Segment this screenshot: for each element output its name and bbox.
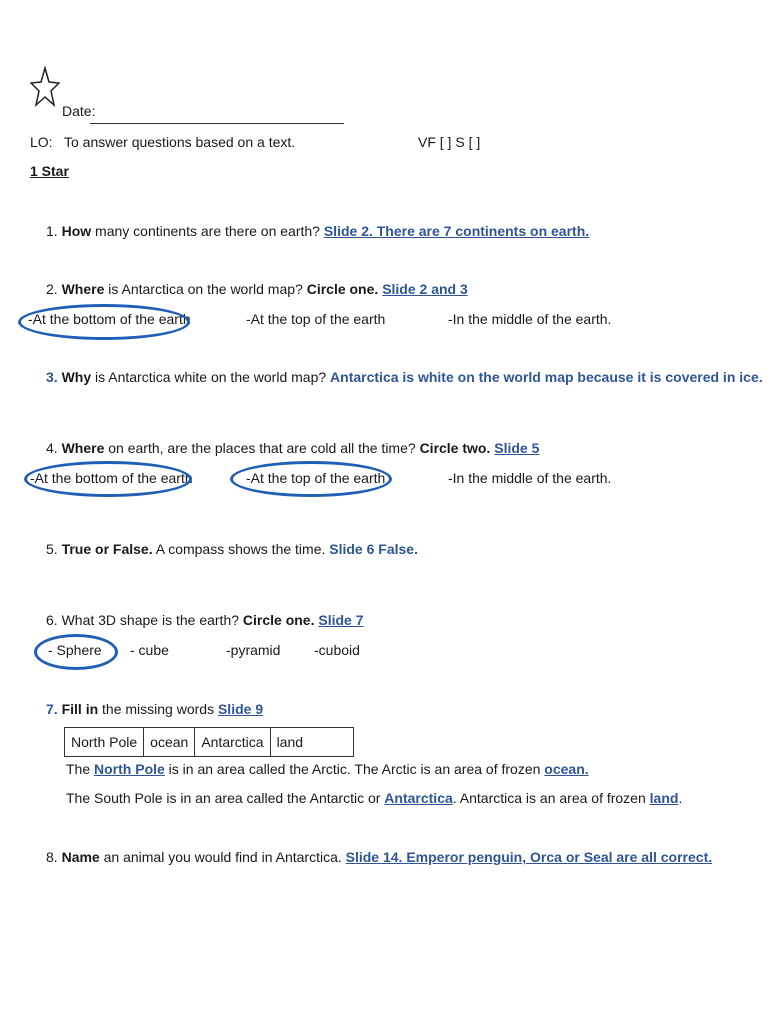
q-number: 7.: [46, 701, 58, 717]
answer-circle: [24, 461, 192, 497]
q-keyword: Where: [61, 440, 105, 456]
q-number: 5.: [46, 541, 58, 557]
q-text: What 3D shape is the earth?: [61, 612, 243, 628]
question-3: [46, 369, 763, 385]
q6-option-3: -pyramid: [226, 642, 281, 658]
q-number: 1.: [46, 223, 58, 239]
question-2: [46, 281, 468, 297]
fill-answer: North Pole: [94, 761, 165, 777]
q-text: A compass shows the time.: [152, 541, 330, 557]
q4-option-2: -At the top of the earth: [246, 470, 386, 486]
q-answer: Slide 5: [494, 440, 540, 456]
question-8: [46, 849, 712, 865]
vf-checkbox-text: VF [ ] S [ ]: [418, 134, 481, 150]
q-keyword: Where: [61, 281, 105, 297]
answer-circle: [34, 634, 118, 670]
q-text: many continents are there on earth?: [91, 223, 324, 239]
question-4: [46, 440, 539, 456]
fill-text: The South Pole is in an area called the Antarctic or: [66, 790, 385, 806]
answer-circle: [18, 304, 190, 340]
word-bank-table: [64, 727, 354, 757]
q-keyword: How: [61, 223, 92, 239]
q-number: 6.: [46, 612, 58, 628]
fill-answer: land: [649, 790, 679, 806]
q-number: 8.: [46, 849, 58, 865]
q-text: the missing words: [98, 701, 218, 717]
fill-text: . Antarctica is an area of frozen: [452, 790, 650, 806]
fill-text: .: [678, 790, 683, 806]
q4-option-3: -In the middle of the earth.: [448, 470, 612, 486]
q-keyword: Name: [61, 849, 100, 865]
q-keyword: True or False.: [61, 541, 153, 557]
q-number: 4.: [46, 440, 58, 456]
q-answer: Slide 9: [217, 701, 264, 717]
fill-answer: ocean.: [544, 761, 589, 777]
q-answer: Slide 6 False.: [329, 541, 418, 557]
question-6: [46, 612, 364, 628]
q-instruction: Circle one.: [242, 612, 315, 628]
q-answer: Slide 2. There are 7 continents on earth.: [323, 223, 590, 239]
word-bank-cell: Antarctica: [195, 728, 270, 757]
q-instruction: Circle two.: [419, 440, 491, 456]
q2-option-2: -At the top of the earth: [246, 311, 386, 327]
level-heading: 1 Star: [30, 163, 69, 179]
question-5: [46, 541, 418, 557]
q-text: is Antarctica white on the world map?: [91, 369, 331, 385]
date-line: [90, 123, 344, 124]
answer-circle: [230, 461, 392, 497]
q6-option-2: - cube: [130, 642, 169, 658]
question-1: [46, 223, 589, 239]
fill-in-line-1: [66, 761, 589, 777]
q-number: 2.: [46, 281, 58, 297]
fill-in-line-2: [66, 790, 682, 806]
q2-option-1: -At the bottom of the earth: [28, 311, 191, 327]
q-text: an animal you would find in Antarctica.: [99, 849, 346, 865]
q-number: 3.: [46, 369, 58, 385]
q-answer: Slide 2 and 3: [382, 281, 468, 297]
q6-option-1: - Sphere: [48, 642, 102, 658]
fill-text: The: [66, 761, 95, 777]
q-answer: Slide 7: [318, 612, 364, 628]
question-7: [46, 701, 263, 717]
word-bank-cell: land: [270, 728, 353, 757]
date-label: Date:: [62, 103, 96, 119]
lo-text: To answer questions based on a text.: [64, 134, 296, 150]
lo-label: LO:: [30, 134, 53, 150]
q4-option-1: -At the bottom of the earth: [30, 470, 193, 486]
q6-option-4: -cuboid: [314, 642, 360, 658]
q-keyword: Fill in: [61, 701, 99, 717]
q-answer: Slide 14. Emperor penguin, Orca or Seal are all correct.: [345, 849, 713, 865]
fill-answer: Antarctica: [384, 790, 453, 806]
word-bank-cell: ocean: [144, 728, 195, 757]
q-text: on earth, are the places that are cold all the time?: [104, 440, 420, 456]
q2-option-3: -In the middle of the earth.: [448, 311, 612, 327]
word-bank-cell: North Pole: [65, 728, 144, 757]
q-keyword: Why: [61, 369, 92, 385]
q-answer: Antarctica is white on the world map because it is covered in ice.: [330, 369, 763, 385]
star-icon: [30, 66, 60, 110]
q-instruction: Circle one.: [306, 281, 379, 297]
q-text: is Antarctica on the world map?: [104, 281, 307, 297]
fill-text: is in an area called the Arctic. The Arctic is an area of frozen: [164, 761, 545, 777]
